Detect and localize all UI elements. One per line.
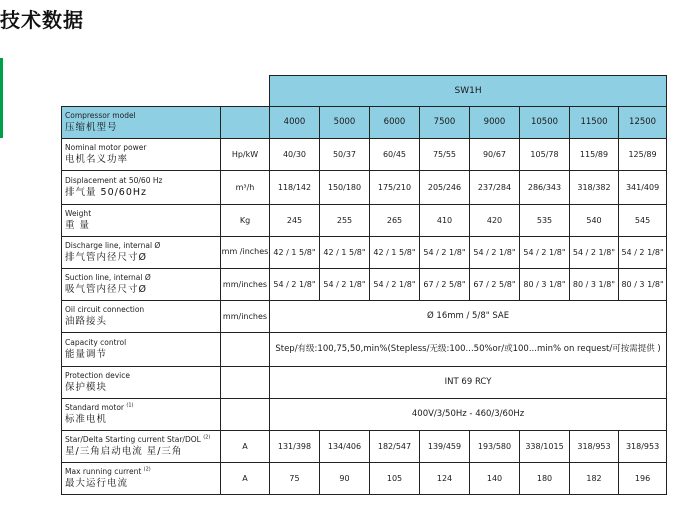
model-label-en: Compressor model — [65, 111, 136, 121]
spec-value: 42 / 1 5/8" — [320, 237, 370, 269]
spec-value: 105/78 — [520, 139, 570, 171]
spec-label-zh: 星/三角启动电流 星/三角 — [65, 446, 183, 458]
spec-value: 341/409 — [619, 171, 667, 205]
spec-value: 150/180 — [320, 171, 370, 205]
model-5000: 5000 — [320, 107, 370, 139]
spec-unit: A — [221, 431, 270, 463]
spec-unit — [221, 367, 270, 399]
model-6000: 6000 — [370, 107, 420, 139]
spec-value: 131/398 — [270, 431, 320, 463]
spec-row — [62, 139, 667, 171]
spec-value: 125/89 — [619, 139, 667, 171]
spec-value: 139/459 — [420, 431, 470, 463]
spec-label-cell — [62, 237, 221, 269]
model-9000: 9000 — [470, 107, 520, 139]
spec-unit: A — [221, 463, 270, 495]
spec-label-en-text: Displacement at 50/60 Hz — [65, 176, 163, 186]
spec-label-cell — [62, 399, 221, 431]
spec-label-cell — [62, 171, 221, 205]
spec-value: 237/284 — [470, 171, 520, 205]
spec-label-en — [65, 467, 220, 476]
spec-label-en — [65, 273, 220, 282]
spec-unit: Kg — [221, 205, 270, 237]
spec-value: 545 — [619, 205, 667, 237]
spec-value: 420 — [470, 205, 520, 237]
model-label-zh: 压缩机型号 — [65, 122, 118, 134]
spec-row — [62, 399, 667, 431]
spec-value: 338/1015 — [520, 431, 570, 463]
series-header-row — [62, 76, 667, 107]
spec-label-cell — [62, 431, 221, 463]
spec-value: 205/246 — [420, 171, 470, 205]
model-12500: 12500 — [619, 107, 667, 139]
spec-value: 54 / 2 1/8" — [470, 237, 520, 269]
spec-span-value: 400V/3/50Hz - 460/3/60Hz — [270, 399, 667, 431]
spec-label-en-text: Capacity control — [65, 338, 127, 348]
spec-value: 105 — [370, 463, 420, 495]
series-name: SW1H — [270, 76, 667, 107]
spec-unit — [221, 399, 270, 431]
spec-value: 67 / 2 5/8" — [470, 269, 520, 301]
spec-label-zh: 重 量 — [65, 220, 91, 232]
spec-label-en-text: Max running current — [65, 467, 142, 477]
spec-label-en — [65, 371, 220, 380]
spec-value: 90 — [320, 463, 370, 495]
spec-value: 245 — [270, 205, 320, 237]
spec-value: 54 / 2 1/8" — [520, 237, 570, 269]
spec-label-zh: 排气管内径尺寸Ø — [65, 252, 147, 264]
blank-corner — [62, 76, 270, 107]
model-10500: 10500 — [520, 107, 570, 139]
spec-value: 182/547 — [370, 431, 420, 463]
spec-value: 318/953 — [619, 431, 667, 463]
spec-label-en-text: Standard motor — [65, 403, 125, 413]
spec-value: 80 / 3 1/8" — [619, 269, 667, 301]
spec-table — [61, 75, 667, 495]
unit-header-cell — [221, 107, 270, 139]
spec-label-en — [65, 241, 220, 250]
spec-label-zh: 保护模块 — [65, 382, 108, 394]
spec-row — [62, 301, 667, 333]
spec-row — [62, 333, 667, 367]
spec-row — [62, 463, 667, 495]
spec-label-zh: 排气量 50/60Hz — [65, 187, 148, 199]
spec-value: 134/406 — [320, 431, 370, 463]
spec-label-en-text: Weight — [65, 209, 92, 219]
spec-value: 286/343 — [520, 171, 570, 205]
spec-value: 118/142 — [270, 171, 320, 205]
spec-value: 54 / 2 1/8" — [320, 269, 370, 301]
spec-row — [62, 237, 667, 269]
spec-value: 42 / 1 5/8" — [370, 237, 420, 269]
spec-value: 54 / 2 1/8" — [370, 269, 420, 301]
spec-value: 255 — [320, 205, 370, 237]
model-7500: 7500 — [420, 107, 470, 139]
spec-value: 124 — [420, 463, 470, 495]
spec-value: 80 / 3 1/8" — [570, 269, 619, 301]
spec-value: 265 — [370, 205, 420, 237]
footnote-marker: (1) — [126, 402, 134, 409]
spec-value: 67 / 2 5/8" — [420, 269, 470, 301]
spec-value: 318/953 — [570, 431, 619, 463]
spec-label-cell — [62, 301, 221, 333]
spec-value: 175/210 — [370, 171, 420, 205]
spec-value: 42 / 1 5/8" — [270, 237, 320, 269]
spec-row — [62, 269, 667, 301]
model-4000: 4000 — [270, 107, 320, 139]
spec-label-en-text: Discharge line, internal Ø — [65, 241, 161, 251]
spec-span-value: Step/有级:100,75,50,min%(Stepless/无级:100...50%or/或100...min% on request/可按需提供 ) — [270, 333, 667, 367]
spec-value: 40/30 — [270, 139, 320, 171]
spec-label-en — [65, 338, 220, 347]
spec-value: 182 — [570, 463, 619, 495]
spec-label-cell — [62, 139, 221, 171]
model-label-cell — [62, 107, 221, 139]
spec-label-cell — [62, 269, 221, 301]
footnote-marker: (2) — [203, 434, 211, 441]
spec-label-zh: 最大运行电流 — [65, 478, 129, 490]
spec-label-zh: 标准电机 — [65, 414, 108, 426]
spec-label-en — [65, 435, 220, 444]
spec-value: 196 — [619, 463, 667, 495]
spec-label-cell — [62, 463, 221, 495]
spec-label-en — [65, 176, 220, 185]
spec-value: 540 — [570, 205, 619, 237]
spec-label-zh: 能量调节 — [65, 349, 108, 361]
accent-bar — [0, 58, 3, 138]
spec-unit: mm/inches — [221, 301, 270, 333]
spec-row — [62, 205, 667, 237]
spec-value: 115/89 — [570, 139, 619, 171]
spec-value: 50/37 — [320, 139, 370, 171]
spec-label-zh: 电机名义功率 — [65, 154, 129, 166]
model-header-row — [62, 107, 667, 139]
spec-value: 54 / 2 1/8" — [619, 237, 667, 269]
spec-label-cell — [62, 205, 221, 237]
spec-value: 54 / 2 1/8" — [270, 269, 320, 301]
spec-value: 90/67 — [470, 139, 520, 171]
spec-value: 140 — [470, 463, 520, 495]
spec-span-value: INT 69 RCY — [270, 367, 667, 399]
spec-value: 193/580 — [470, 431, 520, 463]
spec-value: 54 / 2 1/8" — [420, 237, 470, 269]
spec-value: 54 / 2 1/8" — [570, 237, 619, 269]
spec-value: 410 — [420, 205, 470, 237]
spec-label-en — [65, 143, 220, 152]
spec-unit: mm/inches — [221, 269, 270, 301]
spec-value: 60/45 — [370, 139, 420, 171]
spec-label-zh: 油路接头 — [65, 316, 108, 328]
spec-value: 80 / 3 1/8" — [520, 269, 570, 301]
spec-value: 180 — [520, 463, 570, 495]
spec-value: 75/55 — [420, 139, 470, 171]
spec-label-en-text: Protection device — [65, 371, 130, 381]
spec-value: 535 — [520, 205, 570, 237]
spec-label-cell — [62, 333, 221, 367]
spec-label-en-text: Nominal motor power — [65, 143, 147, 153]
spec-span-value: Ø 16mm / 5/8" SAE — [270, 301, 667, 333]
spec-unit: mm /inches — [221, 237, 270, 269]
spec-value: 75 — [270, 463, 320, 495]
spec-unit: m³/h — [221, 171, 270, 205]
spec-label-en-text: Oil circuit connection — [65, 305, 145, 315]
footnote-marker: (2) — [143, 466, 151, 473]
spec-label-en — [65, 305, 220, 314]
model-11500: 11500 — [570, 107, 619, 139]
spec-value: 318/382 — [570, 171, 619, 205]
spec-label-zh: 吸气管内径尺寸Ø — [65, 284, 147, 296]
spec-unit — [221, 333, 270, 367]
spec-row — [62, 171, 667, 205]
spec-label-en-text: Suction line, internal Ø — [65, 273, 151, 283]
page-title: 技术数据 — [0, 8, 84, 32]
spec-label-en — [65, 209, 220, 218]
spec-row — [62, 431, 667, 463]
spec-row — [62, 367, 667, 399]
spec-label-cell — [62, 367, 221, 399]
spec-label-en — [65, 403, 220, 412]
spec-label-en-text: Star/Delta Starting current Star/DOL — [65, 435, 201, 445]
spec-unit: Hp/kW — [221, 139, 270, 171]
